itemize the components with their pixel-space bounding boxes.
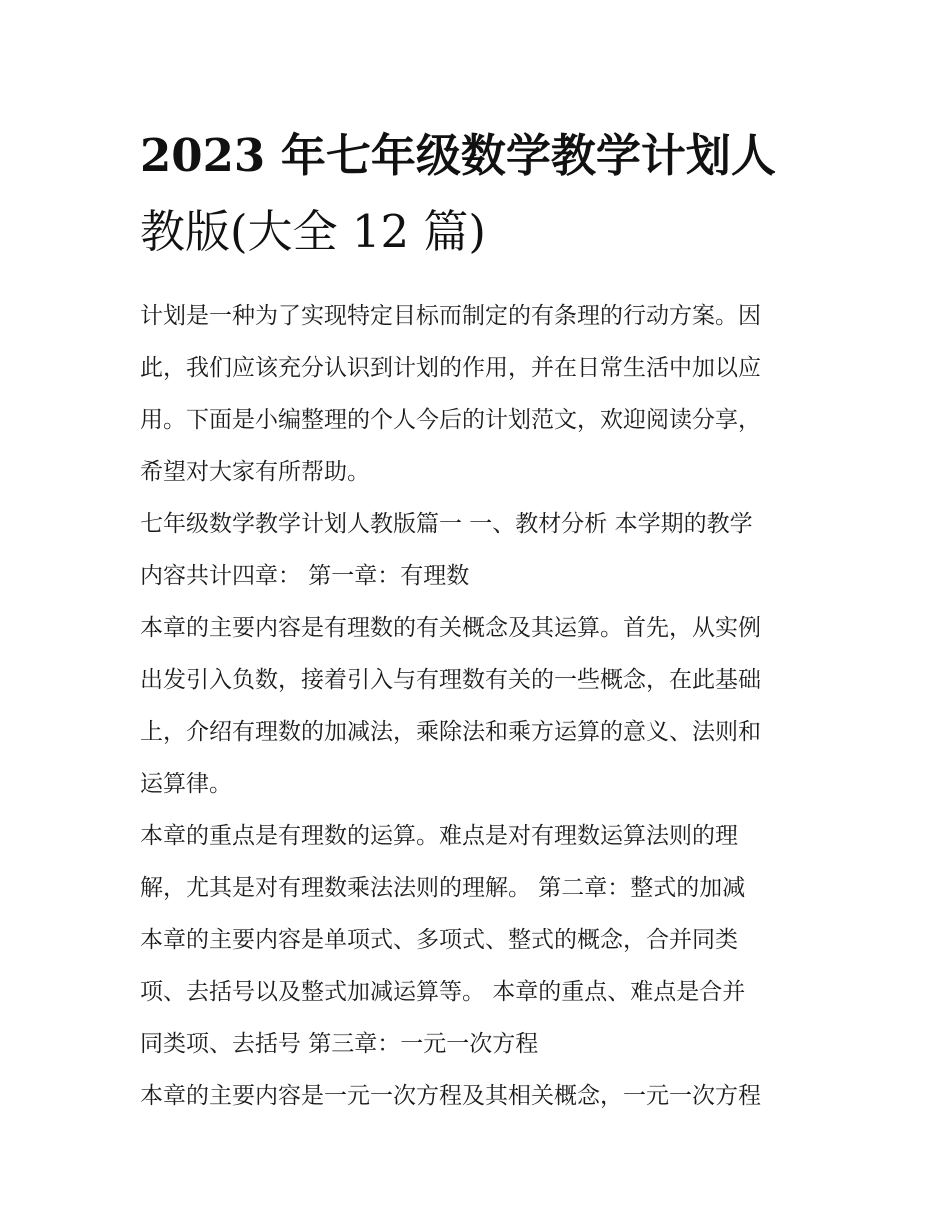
document-title-line-2 bbox=[140, 194, 812, 270]
body-line: 此，我们应该充分认识到计划的作用，并在日常生活中加以应 bbox=[140, 355, 761, 381]
body-line: 本章的重点是有理数的运算。难点是对有理数运算法则的理 bbox=[140, 823, 738, 849]
document-title-text-2: 教版(大全 12 篇) bbox=[140, 205, 486, 258]
body-line: 运算律。 bbox=[140, 771, 232, 797]
body-line: 七年级数学教学计划人教版篇一 一、教材分析 本学期的教学 bbox=[140, 511, 753, 537]
document-title-text-1: 2023 年七年级数学教学计划人 bbox=[140, 129, 776, 182]
document-title-line-1 bbox=[140, 118, 812, 194]
body-line: 出发引入负数，接着引入与有理数有关的一些概念，在此基础 bbox=[140, 667, 761, 693]
body-line: 本章的主要内容是有理数的有关概念及其运算。首先，从实例 bbox=[140, 615, 761, 641]
body-line: 计划是一种为了实现特定目标而制定的有条理的行动方案。因 bbox=[140, 303, 761, 329]
body-line: 同类项、去括号 第三章：一元一次方程 bbox=[140, 1031, 539, 1057]
document-page bbox=[140, 118, 812, 1122]
body-line: 内容共计四章： 第一章：有理数 bbox=[140, 563, 470, 589]
body-line: 解，尤其是对有理数乘法法则的理解。 第二章：整式的加减 bbox=[140, 875, 746, 901]
body-line: 上，介绍有理数的加减法，乘除法和乘方运算的意义、法则和 bbox=[140, 719, 761, 745]
body-line: 本章的主要内容是单项式、多项式、整式的概念，合并同类 bbox=[140, 927, 738, 953]
body-line: 希望对大家有所帮助。 bbox=[140, 459, 370, 485]
document-body bbox=[140, 290, 812, 1122]
body-line: 用。下面是小编整理的个人今后的计划范文，欢迎阅读分享， bbox=[140, 407, 761, 433]
body-line: 本章的主要内容是一元一次方程及其相关概念，一元一次方程 bbox=[140, 1083, 761, 1109]
body-line: 项、去括号以及整式加减运算等。 本章的重点、难点是合并 bbox=[140, 979, 746, 1005]
